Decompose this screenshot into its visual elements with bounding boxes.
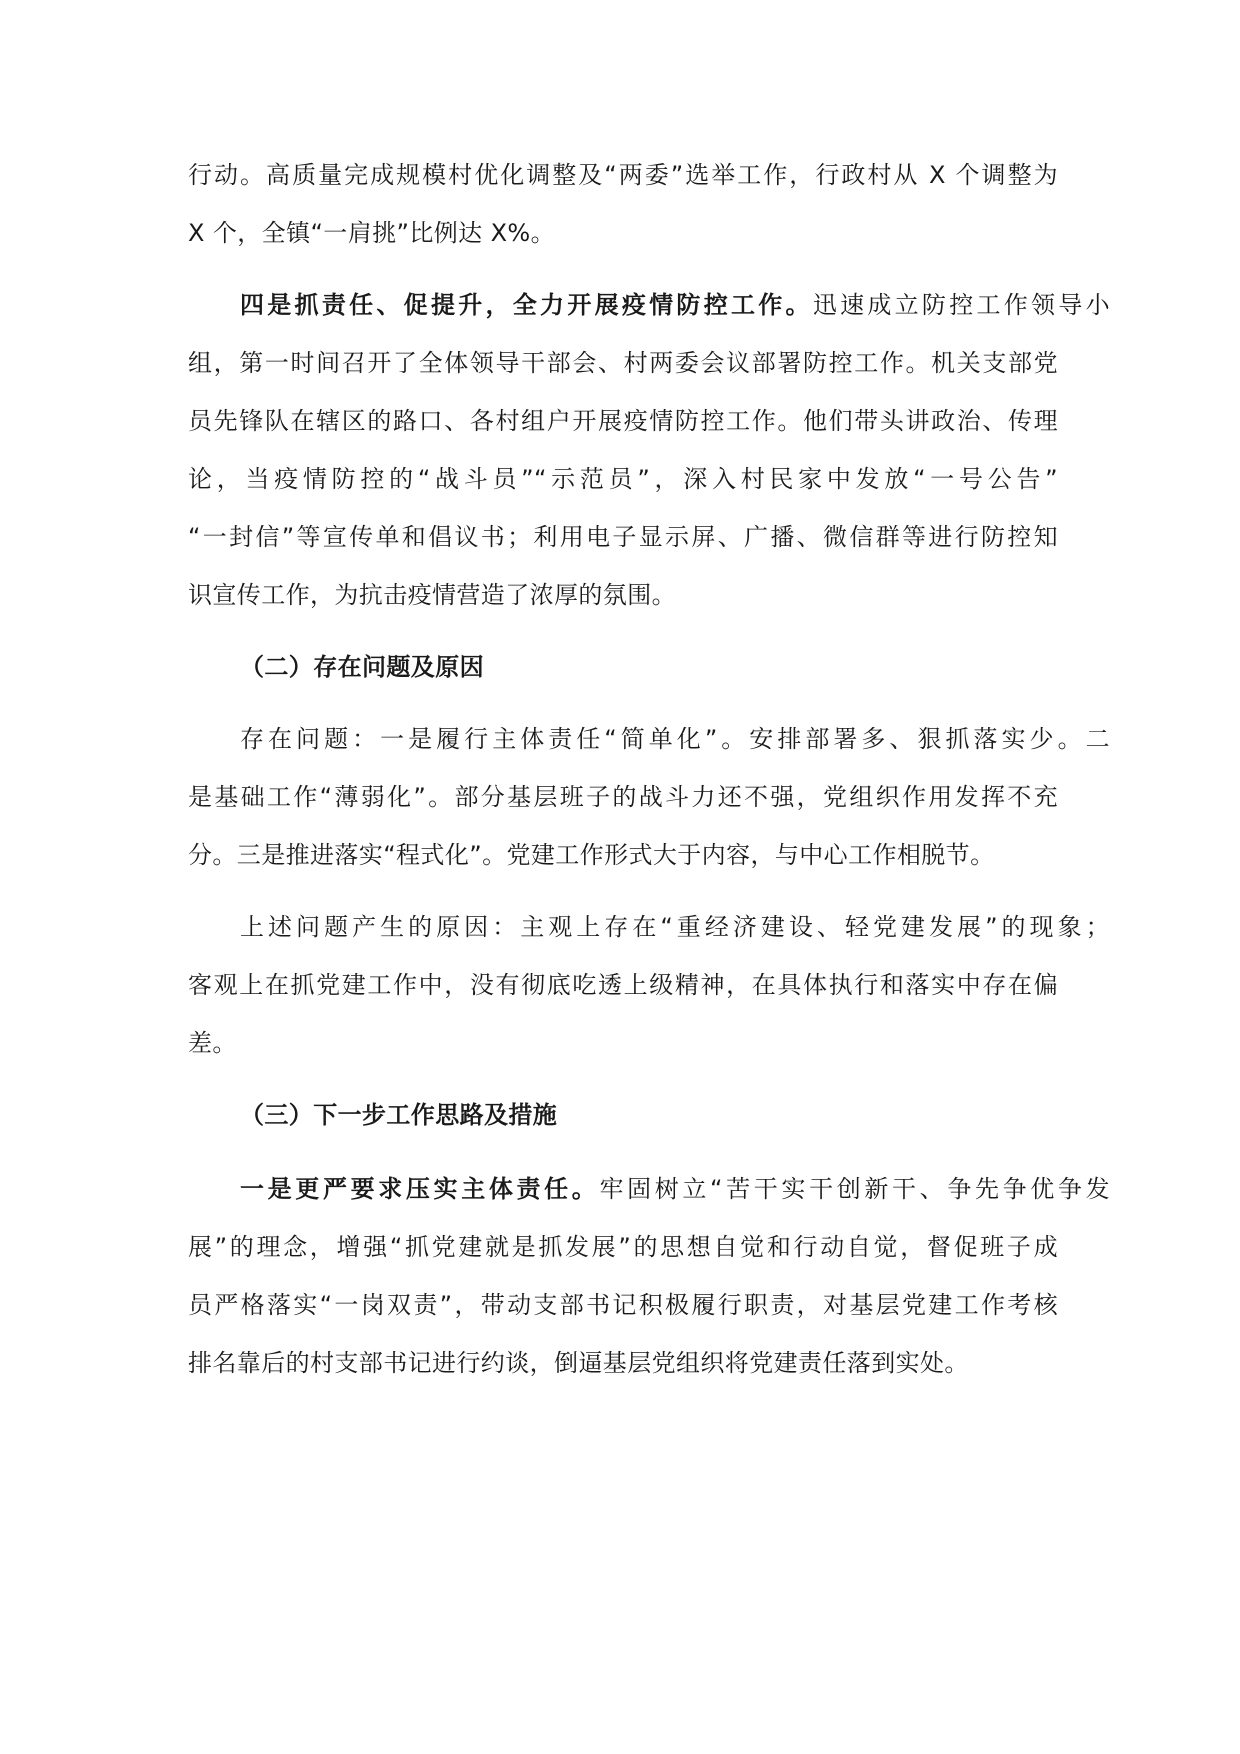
p4-line-2: 客观上在抓党建工作中，没有彻底吃透上级精神，在具体执行和落实中存在偏 bbox=[188, 971, 1058, 999]
p4-line-1: 上述问题产生的原因：主观上存在“重经济建设、轻党建发展”的现象； bbox=[240, 913, 1110, 941]
p1-line-2: X 个，全镇“一肩挑”比例达 X%。 bbox=[188, 219, 556, 247]
section-heading-2: （二）存在问题及原因 bbox=[240, 653, 484, 681]
p2-line-6: 识宣传工作，为抗击疫情营造了浓厚的氛围。 bbox=[188, 581, 676, 609]
p2-line-1 bbox=[188, 290, 1110, 320]
section-heading-3: （三）下一步工作思路及措施 bbox=[240, 1101, 558, 1129]
p4-line-3: 差。 bbox=[188, 1029, 237, 1057]
p2-line-3: 员先锋队在辖区的路口、各村组户开展疫情防控工作。他们带头讲政治、传理 bbox=[188, 407, 1058, 435]
p2-line-1-rest: 迅速成立防控工作领导小 bbox=[812, 291, 1110, 319]
p5-line-4: 排名靠后的村支部书记进行约谈，倒逼基层党组织将党建责任落到实处。 bbox=[188, 1349, 969, 1377]
p2-line-4: 论，当疫情防控的“战斗员”“示范员”，深入村民家中发放“一号公告” bbox=[188, 465, 1058, 493]
p3-line-1: 存在问题：一是履行主体责任“简单化”。安排部署多、狠抓落实少。二 bbox=[240, 725, 1110, 753]
p3-line-2: 是基础工作“薄弱化”。部分基层班子的战斗力还不强，党组织作用发挥不充 bbox=[188, 783, 1058, 811]
p5-line-3: 员严格落实“一岗双责”，带动支部书记积极履行职责，对基层党建工作考核 bbox=[188, 1291, 1058, 1319]
p5-line-1-rest: 牢固树立“苦干实干创新干、争先争优争发 bbox=[599, 1175, 1110, 1203]
p1-line-1: 行动。高质量完成规模村优化调整及“两委”选举工作，行政村从 X 个调整为 bbox=[188, 161, 1058, 189]
p5-line-2: 展”的理念，增强“抓党建就是抓发展”的思想自觉和行动自觉，督促班子成 bbox=[188, 1233, 1058, 1261]
p2-lead: 四是抓责任、促提升，全力开展疫情防控工作。 bbox=[240, 291, 813, 319]
p3-line-3: 分。三是推进落实“程式化”。党建工作形式大于内容，与中心工作相脱节。 bbox=[188, 841, 995, 869]
p5-line-1 bbox=[188, 1174, 1110, 1204]
p5-lead: 一是更严要求压实主体责任。 bbox=[240, 1175, 600, 1203]
p2-line-2: 组，第一时间召开了全体领导干部会、村两委会议部署防控工作。机关支部党 bbox=[188, 349, 1058, 377]
p2-line-5: “一封信”等宣传单和倡议书；利用电子显示屏、广播、微信群等进行防控知 bbox=[188, 523, 1058, 551]
